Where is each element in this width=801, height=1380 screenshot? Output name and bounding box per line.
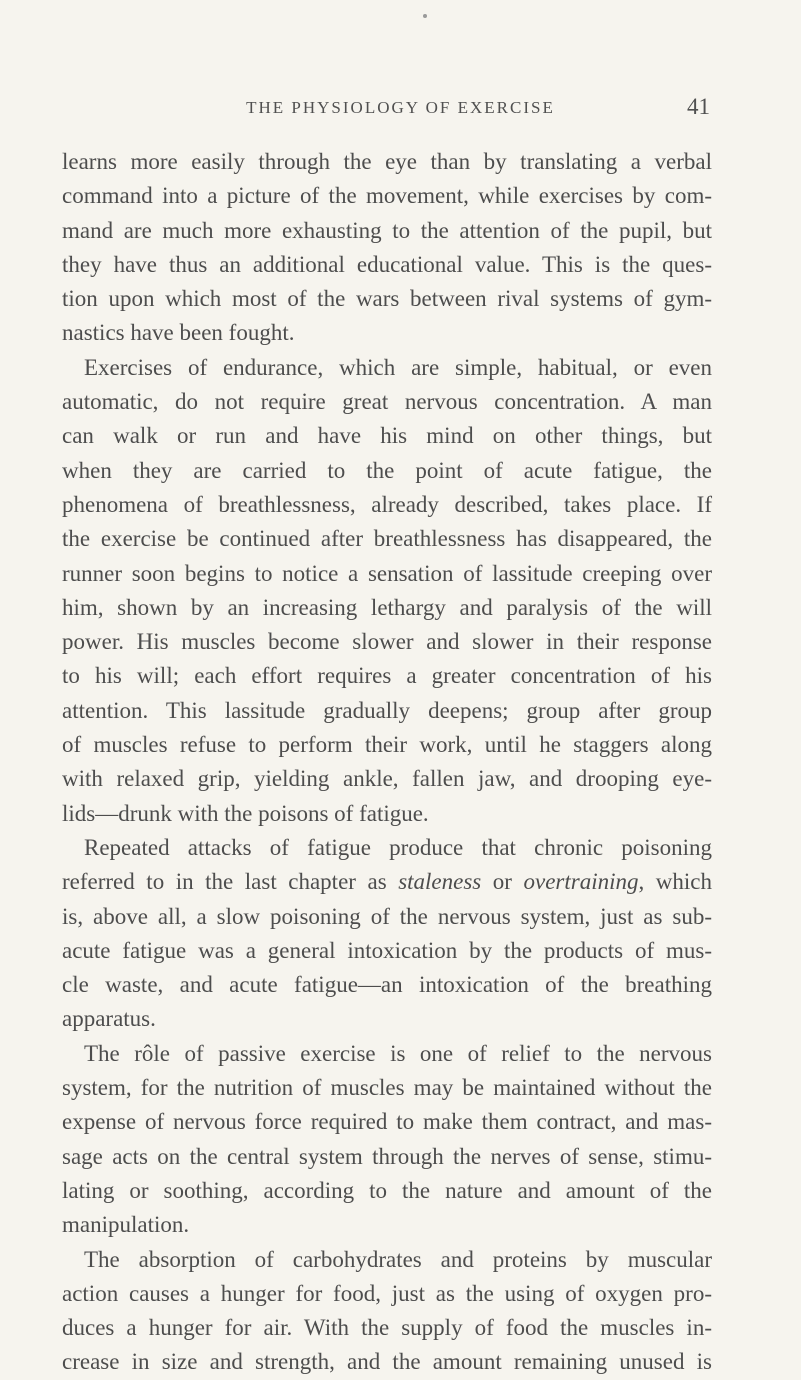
print-speck [423,14,427,18]
text-line: action causes a hunger for food, just as the using of oxygen pro- [62,1280,712,1306]
text-line: they have thus an additional educational value. This is the ques- [62,251,712,277]
text-run: referred to in the last chapter as [62,869,399,895]
text-line: crease in size and strength, and the amount remaining unused is [62,1349,712,1375]
paragraph-start: Exercises of endurance, which are simple, habitual, or even [84,354,712,380]
text-line: lids—drunk with the poisons of fatigue. [62,800,429,826]
text-line: manipulation. [62,1212,190,1238]
text-line: of muscles refuse to perform their work, until he staggers along [62,732,712,758]
text-line: tion upon which most of the wars between rival systems of gym- [62,286,712,312]
text-line: to his will; each effort requires a greater concentration of his [62,663,712,689]
text-line: learns more easily through the eye than by translating a verbal [62,149,712,174]
text-line: power. His muscles become slower and slower in their response [62,629,712,655]
text-line: automatic, do not require great nervous concentration. A man [62,389,712,415]
text-line: expense of nervous force required to make them contract, and mas- [62,1109,712,1135]
text-line: acute fatigue was a general intoxication by the products of mus- [62,937,712,963]
italic-term-overtraining: overtraining [523,869,639,895]
text-line: attention. This lassitude gradually deepens; group after group [62,697,712,723]
text-line: the exercise be continued after breathlessness has disappeared, the [62,526,712,552]
text-line: duces a hunger for air. With the supply of food the muscles in- [62,1315,712,1341]
text-line: with relaxed grip, yielding ankle, fallen jaw, and drooping eye- [62,766,712,792]
text-run: or [481,869,524,895]
text-run: , which [638,869,712,895]
text-line: is, above all, a slow poisoning of the nervous system, just as sub- [62,903,712,929]
text-line-with-italics [62,865,712,899]
paragraph-start: The absorption of carbohydrates and proteins by muscular [84,1246,712,1272]
text-line: phenomena of breathlessness, already described, takes place. If [62,491,712,517]
page-number: 41 [687,94,710,119]
running-title: THE PHYSIOLOGY OF EXERCISE [246,98,555,117]
text-line: command into a picture of the movement, while exercises by com- [62,183,712,209]
text-line: mand are much more exhausting to the attention of the pupil, but [62,217,712,243]
text-line: nastics have been fought. [62,320,295,346]
text-line: system, for the nutrition of muscles may be maintained without the [62,1075,712,1101]
text-line: when they are carried to the point of acute fatigue, the [62,457,712,483]
body-text [62,145,712,1380]
paragraph-start: Repeated attacks of fatigue produce that chronic poisoning [84,834,712,860]
paragraph-start: The rôle of passive exercise is one of relief to the nervous [84,1040,712,1066]
italic-term-staleness: staleness [398,869,482,895]
text-line: sage acts on the central system through the nerves of sense, stimu- [62,1143,712,1169]
text-line: lating or soothing, according to the nature and amount of the [62,1177,712,1203]
text-line: can walk or run and have his mind on other things, but [62,423,712,449]
running-head [0,94,801,124]
text-line: apparatus. [62,1006,156,1032]
text-line: cle waste, and acute fatigue—an intoxication of the breathing [62,972,712,998]
text-line: him, shown by an increasing lethargy and paralysis of the will [62,594,712,620]
text-line: runner soon begins to notice a sensation of lassitude creeping over [62,560,712,586]
